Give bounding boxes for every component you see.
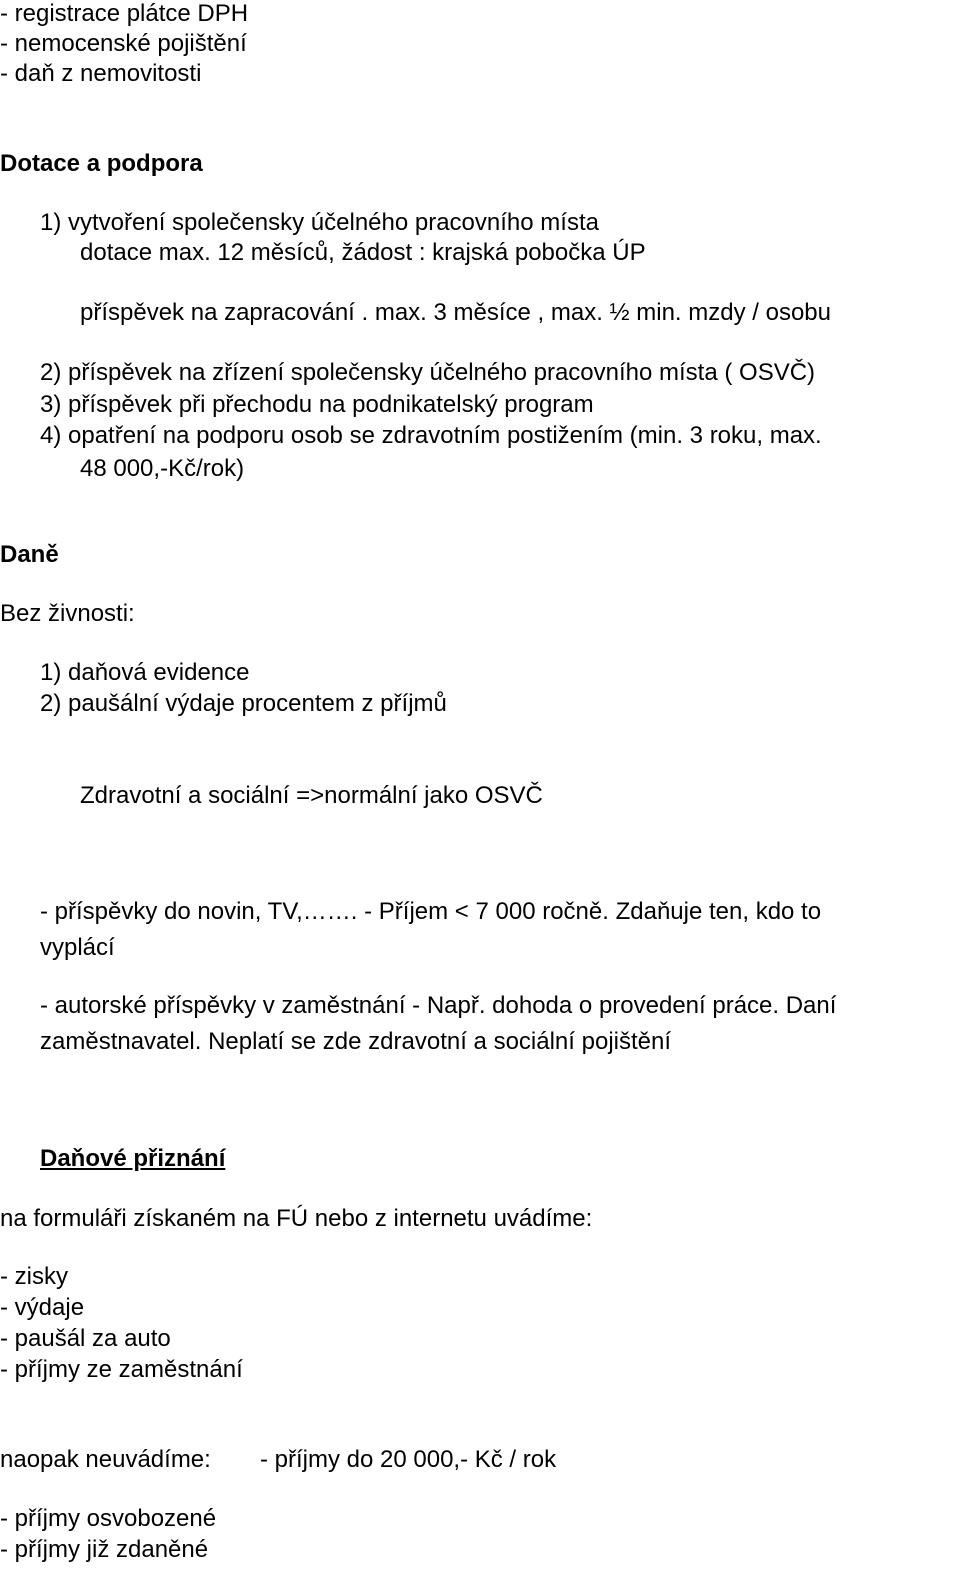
list-item: - příjmy již zdaněné — [0, 1536, 209, 1563]
dotace-item-2: 2) příspěvek na zřízení společensky účelného pracovního místa ( OSVČ) — [40, 359, 816, 386]
neuvadime-label: naopak neuvádíme: — [0, 1446, 211, 1473]
dotace-item-1-detail: příspěvek na zapracování . max. 3 měsíce , max. ½ min. mzdy / osobu — [80, 299, 831, 326]
list-item: - registrace plátce DPH — [0, 0, 249, 27]
section-heading-dotace: Dotace a podpora — [0, 150, 203, 177]
dotace-item-4-continued: 48 000,-Kč/rok) — [80, 455, 245, 482]
dane-item-1: 1) daňová evidence — [40, 659, 250, 686]
list-item: - paušál za auto — [0, 1325, 171, 1352]
dane-autorske-continued: zaměstnavatel. Neplatí se zde zdravotní a sociální pojištění — [40, 1028, 672, 1055]
dotace-item-1-detail: dotace max. 12 měsíců, žádost : krajská pobočka ÚP — [80, 239, 646, 266]
dane-prispevky: - příspěvky do novin, TV,……. - Příjem < 7 000 ročně. Zdaňuje ten, kdo to — [40, 898, 822, 925]
list-item: - příjmy osvobozené — [0, 1505, 217, 1532]
dotace-item-3: 3) příspěvek při přechodu na podnikatelský program — [40, 391, 594, 418]
list-item: - příjmy do 20 000,- Kč / rok — [260, 1446, 557, 1473]
list-item: - zisky — [0, 1263, 68, 1290]
list-item: - nemocenské pojištění — [0, 30, 247, 57]
dane-item-2: 2) paušální výdaje procentem z příjmů — [40, 690, 447, 717]
dane-note: Zdravotní a sociální =>normální jako OSVČ — [80, 782, 543, 809]
dane-prispevky-continued: vyplácí — [40, 934, 115, 961]
dotace-item-4: 4) opatření na podporu osob se zdravotním postižením (min. 3 roku, max. — [40, 422, 822, 449]
list-item: - daň z nemovitosti — [0, 60, 202, 87]
dotace-item-1: 1) vytvoření společensky účelného pracovního místa — [40, 209, 599, 236]
dane-subheading: Bez živnosti: — [0, 600, 135, 627]
priznani-intro: na formuláři získaném na FÚ nebo z internetu uvádíme: — [0, 1205, 593, 1232]
list-item: - příjmy ze zaměstnání — [0, 1356, 243, 1383]
section-heading-priznani: Daňové přiznání — [40, 1145, 226, 1172]
list-item: - výdaje — [0, 1294, 85, 1321]
dane-autorske: - autorské příspěvky v zaměstnání - Např. dohoda o provedení práce. Daní — [40, 992, 837, 1019]
section-heading-dane: Daně — [0, 541, 59, 568]
